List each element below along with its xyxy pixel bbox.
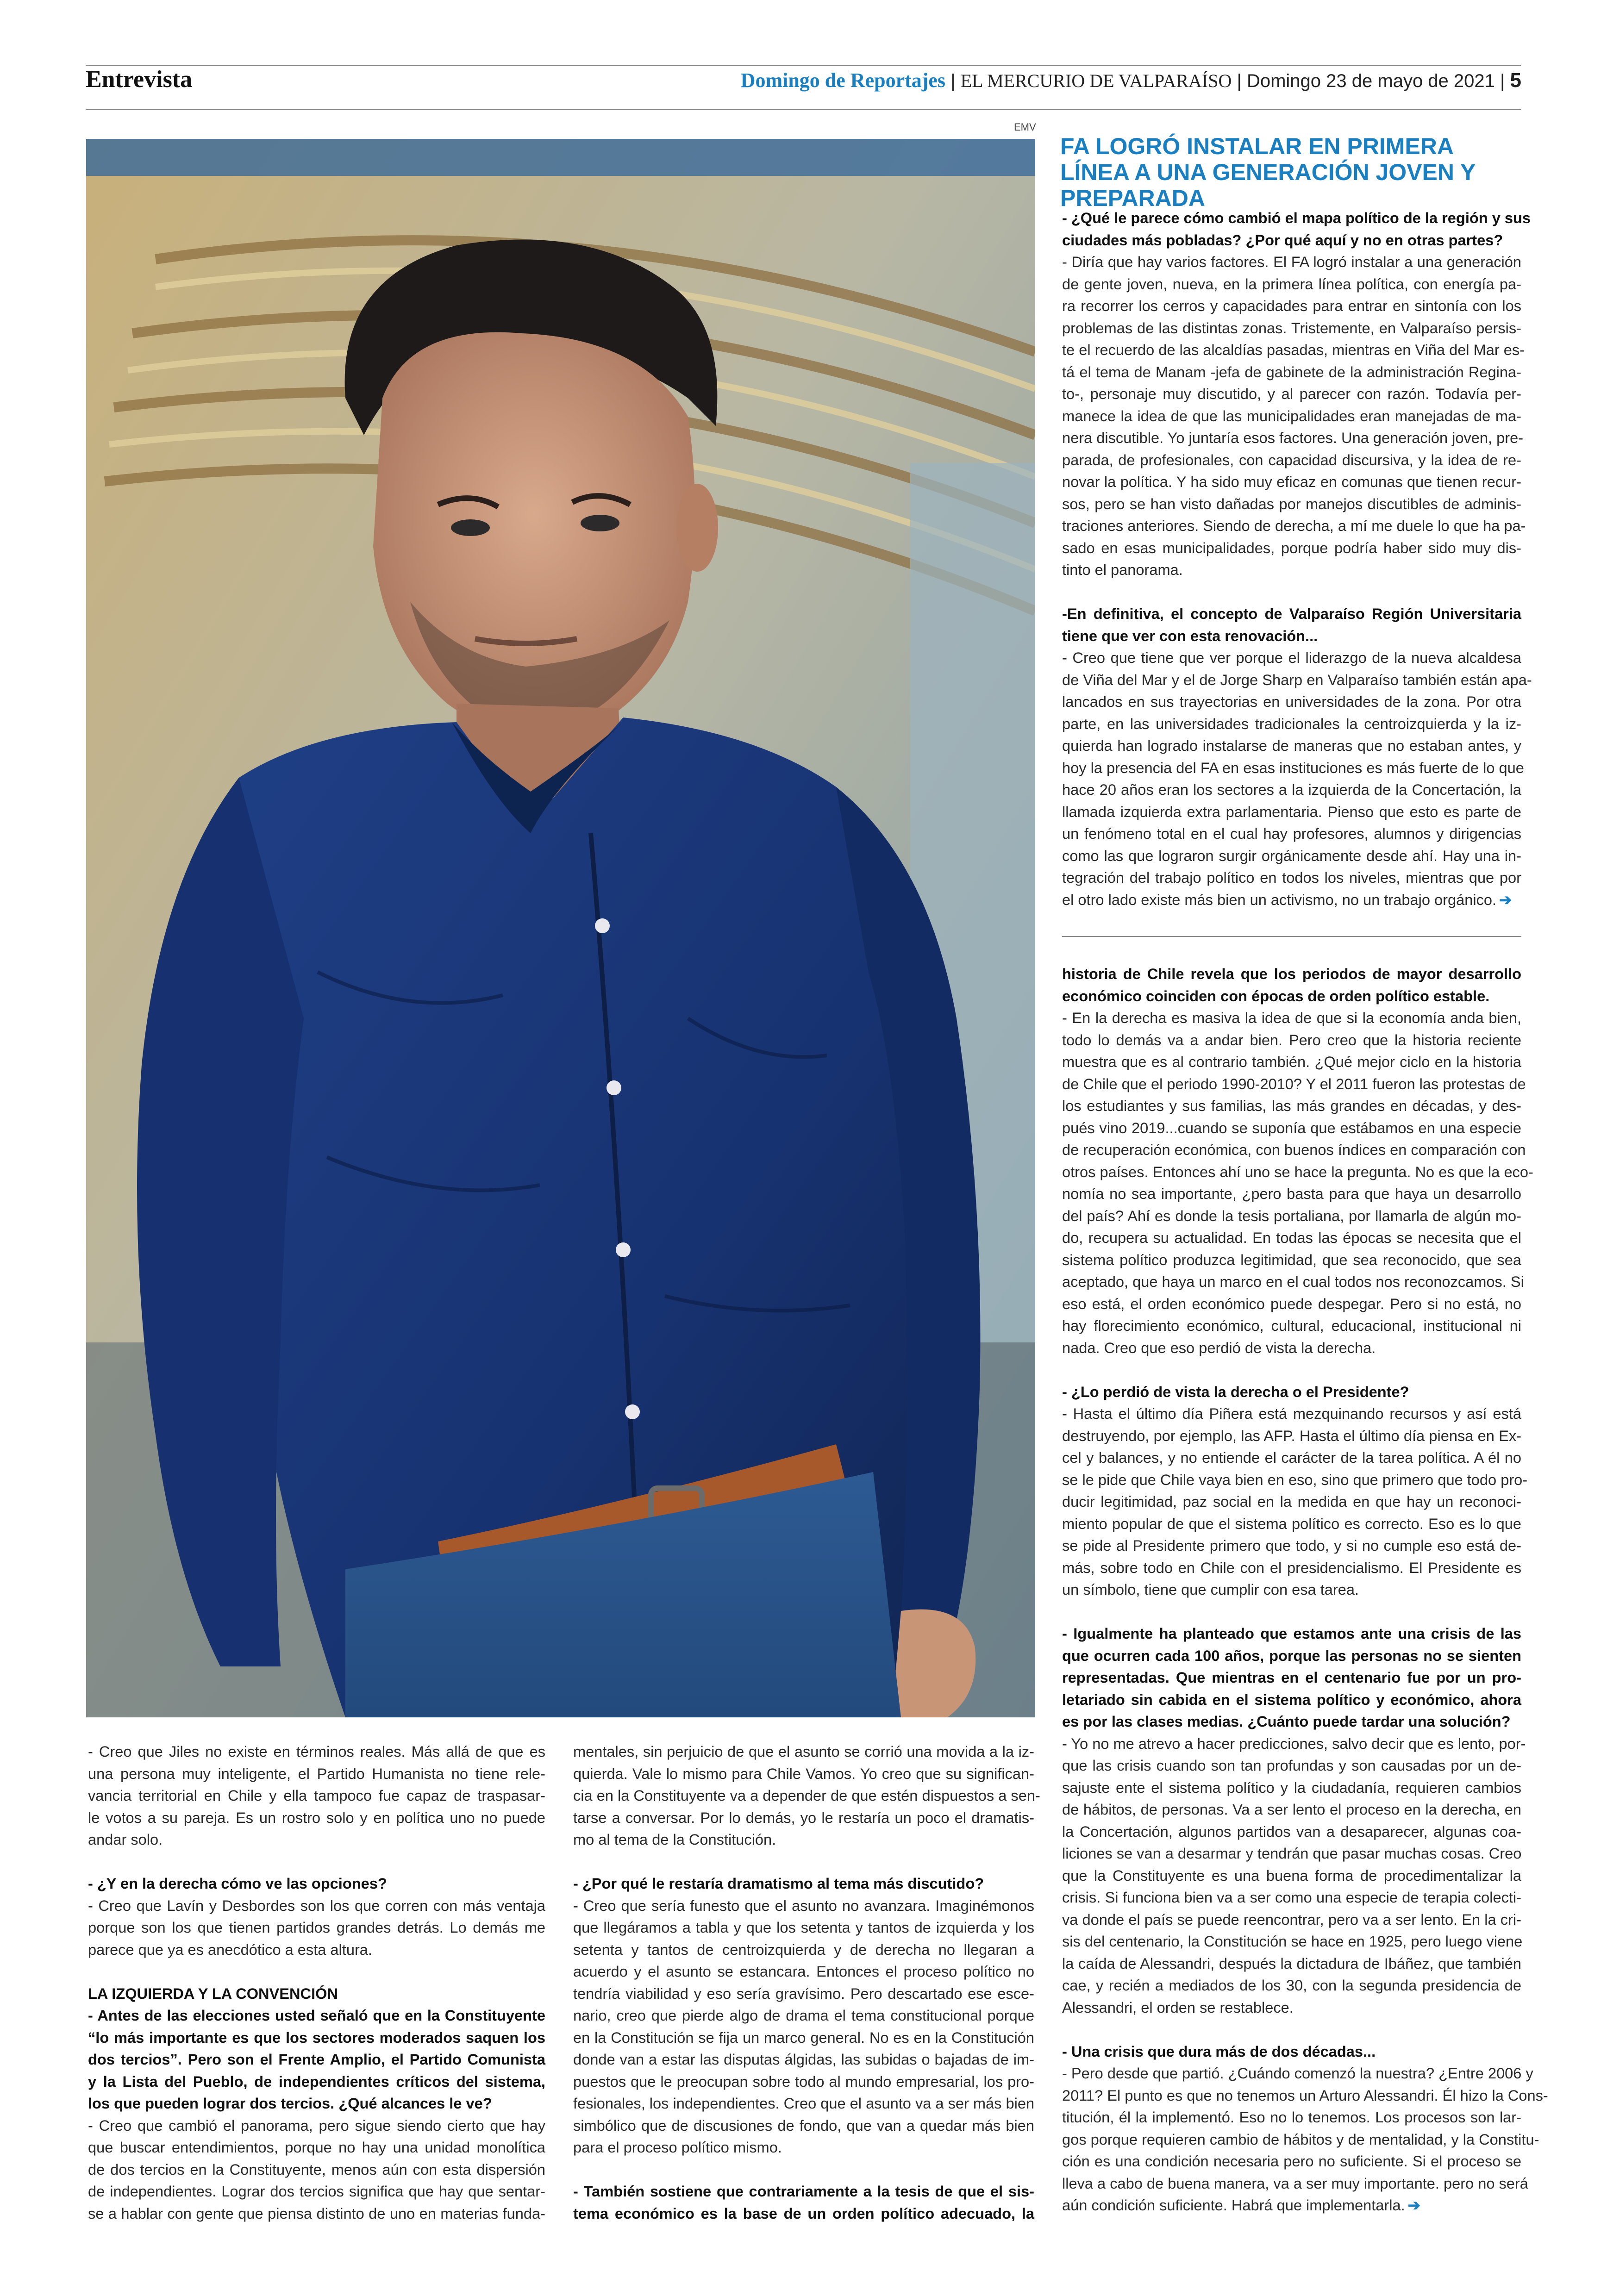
text-line-content: tegración del trabajo político en todos los niveles, mientras que por [1062,869,1521,886]
question-line [1062,963,1521,985]
text-line-content: do, recupera su actualidad. En todas las épocas se necesita que el [1062,1229,1521,1246]
text-line [1062,2106,1521,2128]
text-line-content: letariado sin cabida en el sistema político y económico, ahora [1062,1691,1521,1708]
text-line [88,1741,545,1763]
text-line-content: tarse a conversar. Por lo demás, yo le restaría un poco el dramatis- [573,1809,1034,1826]
question-line [88,1872,545,1895]
question-line [1062,229,1521,251]
text-line-content: nera discutible. Yo juntaría esos factores. Una generación joven, pre- [1062,429,1524,446]
text-line [1062,1798,1521,1821]
text-line [1062,2128,1539,2151]
text-line-content: tinto el panorama. [1062,561,1183,578]
text-line [88,1784,545,1807]
masthead-separator: | [945,71,961,91]
text-line [573,1895,1034,1917]
text-line-content: historia de Chile revela que los periodos de mayor desarrollo [1062,965,1521,982]
text-line [1062,471,1521,493]
text-line-content: ducir legitimidad, paz social en la medida en que hay un reconoci- [1062,1493,1521,1510]
text-line-content: nada. Creo que eso perdió de vista la derecha. [1062,1339,1376,1356]
text-line-content: ra recorrer los cerros y capacidades para entrar en sintonía con los [1062,297,1521,314]
question-line [88,2048,545,2071]
text-line [1062,383,1521,405]
text-line-content: parece que ya es anecdótico a esta altura. [88,1940,372,1958]
text-line-content: de hábitos, de personas. Va a ser lento el proceso en la derecha, en [1062,1801,1521,1818]
text-line [1062,1139,1526,1161]
article-column-left [88,1741,545,2224]
text-line [573,2048,1034,2071]
text-line [1062,2062,1533,2084]
text-line-content: to-, personaje muy discutido, y al parecer con razón. Todavía per- [1062,385,1521,402]
text-line-content: eso está, el orden económico puede despegar. Pero si no está, no [1062,1295,1521,1312]
portrait-photo [86,139,1035,1717]
text-line [1062,1930,1521,1953]
text-line-content: quierda han logrado instalarse de maneras que no estaban antes, y [1062,737,1521,754]
text-line-content: los que pueden lograr dos tercios. ¿Qué alcances le ve? [88,2095,492,2112]
text-line-content: tendría viabilidad y eso sería gravísimo. Pero descartado ese esce- [573,1984,1034,2002]
text-line-content: de Viña del Mar y el de Jorge Sharp en Valparaíso también están apa- [1062,671,1532,688]
text-line-content: los estudiantes y sus familias, las más grandes en décadas, y des- [1062,1097,1521,1114]
text-line-content: quierda. Vale lo mismo para Chile Vamos. Yo creo que su significan- [573,1765,1034,1782]
question-line [1062,985,1521,1007]
text-line [573,2004,1034,2027]
question-line [88,2092,545,2115]
text-line [573,1828,1034,1851]
text-line [1062,537,1521,559]
text-line [1062,1117,1521,1139]
text-line [1062,405,1521,427]
text-line [1062,1051,1521,1073]
question-line [1062,207,1531,229]
text-line-content: pués vino 2019...cuando se suponía que estábamos en una especie [1062,1119,1521,1136]
text-line-content: tema económico es la base de un orden político adecuado, la [573,2204,1034,2222]
paragraph-gap [88,1851,545,1873]
text-line-content: y la Lista del Pueblo, de independientes críticos del sistema, [88,2072,545,2090]
text-line-content: vancia territorial en Chile y ella tampoco fue capaz de traspasar- [88,1787,545,1804]
text-line-content: que ocurren cada 100 años, porque las personas no se sienten [1062,1647,1521,1664]
text-line [1062,1161,1533,1183]
text-line-content: de gente joven, nueva, en la primera línea política, con energía pa- [1062,275,1521,293]
text-line-content: hoy la presencia del FA en esas instituciones es más fuerte de lo que [1062,759,1524,776]
article-column-right-top [1062,207,1532,911]
text-line [88,2136,545,2159]
text-line-content: ción es una condición necesaria pero no suficiente. Si el proceso se [1062,2152,1521,2170]
text-line-content: del país? Ahí es donde la tesis portaliana, por llamarla de algún mo- [1062,1207,1521,1224]
paragraph-gap [1062,1601,1521,1623]
paragraph-gap [1062,1359,1521,1381]
masthead-paper: EL MERCURIO DE VALPARAÍSO [960,70,1232,91]
text-line [1062,735,1521,757]
continue-arrow-icon: ➔ [1499,891,1512,908]
text-line [1062,757,1524,779]
text-line-content: - ¿Y en la derecha cómo ve las opciones? [88,1875,387,1892]
text-line [573,1939,1034,1961]
text-line [573,1916,1034,1939]
text-line [1062,1886,1521,1909]
text-line-content: más, sobre todo en Chile con el presidencialismo. El Presidente es [1062,1559,1521,1576]
text-line [1062,317,1521,339]
text-line [1062,427,1524,449]
text-line [1062,713,1521,735]
text-line [88,1763,545,1785]
text-line [88,1939,545,1961]
text-line [573,2092,1034,2115]
question-line [573,1872,1034,1895]
text-line [1062,779,1521,801]
text-line-content: una persona muy inteligente, el Partido Humanista no tiene rele- [88,1765,545,1782]
text-line [1062,1425,1521,1447]
text-line-content: un fenómeno total en el cual hay profesores, alumnos y dirigencias [1062,825,1521,842]
text-line-content: titución, él la implementó. Eso no lo tenemos. Los procesos son lar- [1062,2109,1521,2126]
text-line [1062,845,1521,867]
text-line-content: mo al tema de la Constitución. [573,1831,776,1848]
text-line-content: fesionales, los independientes. Creo que el asunto va a ser más bien [573,2095,1035,2112]
text-line-content: se le pide que Chile vaya bien en eso, sino que primero que todo pro- [1062,1471,1528,1488]
text-line-content: la caída de Alessandri, después la dictadura de Ibáñez, que también [1062,1954,1521,1972]
question-line [573,2202,1034,2225]
text-line-content: - Pero desde que partió. ¿Cuándo comenzó la nuestra? ¿Entre 2006 y [1062,2065,1533,2082]
text-line-content: sos, pero se han visto dañadas por manejos discutibles de adminis- [1062,495,1521,512]
text-line-content: problemas de las distintas zonas. Tristemente, en Valparaíso persis- [1062,319,1521,337]
text-line [88,1895,545,1917]
text-line-content: - Yo no me atrevo a hacer predicciones, salvo decir que es lento, por- [1062,1734,1526,1752]
text-line [88,1828,545,1851]
text-line-content: miento popular de que el sistema político es correcto. Eso es lo que [1062,1515,1521,1532]
text-line [1062,1073,1526,1095]
text-line-content: 2011? El punto es que no tenemos un Arturo Alessandri. Él hizo la Cons- [1062,2086,1548,2104]
text-line [1062,1578,1521,1601]
question-line [1062,1689,1521,1711]
text-line-content: - También sostiene que contrariamente a la tesis de que el sis- [573,2183,1034,2200]
text-line-content: le votos a su pareja. Es un rostro solo y en política uno no puede [88,1809,545,1826]
question-line [1062,2040,1521,2063]
text-line-content: llamada izquierda extra parlamentaria. Pienso que esto es parte de [1062,803,1521,820]
paragraph-gap [1062,581,1521,603]
text-line-content: LA IZQUIERDA Y LA CONVENCIÓN [88,1984,338,2002]
text-line-content: para el proceso político mismo. [573,2139,782,2156]
question-line [1062,1710,1521,1733]
question-line [1062,1666,1521,1689]
text-line-content: económico coinciden con épocas de orden político estable. [1062,987,1490,1004]
text-line-content: se pide al Presidente primero que todo, y si no cumple eso está de- [1062,1537,1521,1554]
text-line-content: va donde el país se puede reencontrar, pero va a ser lento. En la cri- [1062,1910,1521,1928]
text-line [573,1807,1034,1829]
text-line [1062,1337,1521,1359]
text-line [88,2180,545,2202]
text-line-content: que buscar entendimientos, porque no hay una unidad monolítica [88,2139,545,2156]
text-line-content: de independientes. Lograr dos tercios significa que hay que sentar- [88,2183,545,2200]
question-line [88,2071,545,2093]
text-line-content: lancados en sus trayectorias en universidades de la zona. Por otra [1062,693,1521,710]
question-line [1062,625,1521,647]
masthead-separator: | [1232,71,1247,91]
text-line [573,1763,1034,1785]
text-line [573,2027,1034,2049]
continue-arrow-icon: ➔ [1407,2196,1420,2214]
text-line [1062,1513,1521,1535]
text-line [1062,2172,1528,2195]
question-line [573,2180,1034,2202]
text-line-content: andar solo. [88,1831,163,1848]
text-line-content: cia en la Constituyente va a depender de que estén dispuestos a sen- [573,1787,1040,1804]
header-rule [86,109,1521,110]
text-line-content: destruyendo, por ejemplo, las AFP. Hasta el último día piensa en Ex- [1062,1427,1521,1444]
text-line-content: tá el tema de Manam -jefa de gabinete de la administración Regina- [1062,363,1521,381]
text-line-content: el otro lado existe más bien un activismo, no un trabajo orgánico. [1062,891,1497,908]
question-line [1062,1622,1521,1645]
text-line [573,1741,1034,1763]
text-line [1062,867,1521,889]
text-line-content: lleva a cabo de buena manera, va a ser muy importante. pero no será [1062,2174,1528,2192]
text-line-content: Alessandri, el orden se restablece. [1062,1998,1294,2016]
text-line [1062,1535,1521,1557]
subhead [88,1983,545,2005]
text-line-content: aún condición suficiente. Habrá que implementarla. [1062,2196,1405,2214]
text-line-content: - En la derecha es masiva la idea de que si la economía anda bien, [1062,1009,1521,1026]
text-line-content: parte, en las universidades tradicionales la centroizquierda y la iz- [1062,715,1521,732]
article-headline: FA LOGRÓ INSTALAR EN PRIMERA LÍNEA A UNA GENERACIÓN JOVEN Y PREPARADA [1060,133,1476,211]
text-line-content: gos porque requieren cambio de hábitos y de mentalidad, y la Constitu- [1062,2130,1539,2148]
text-line [1062,1469,1528,1491]
question-line [88,2004,545,2027]
text-line [573,2071,1034,2093]
text-line [1062,1029,1521,1051]
text-line-content: que llegáramos a tabla y que los setenta y tantos de izquierda y los [573,1919,1034,1936]
text-line-content: simbólico que de discusiones de fondo, que van a quedar más bien [573,2116,1034,2134]
text-line-content: te el recuerdo de las alcaldías pasadas, mientras en Viña del Mar es- [1062,341,1525,358]
text-line-content: -En definitiva, el concepto de Valparaíso Región Universitaria [1062,605,1521,622]
text-line [1062,1095,1521,1117]
paragraph-gap [88,1960,545,1983]
text-line-content: - ¿Lo perdió de vista la derecha o el Presidente? [1062,1383,1409,1400]
text-line [1062,1249,1521,1271]
text-line-content: que la Constituyente es una buena forma de procedimentalizar la [1062,1866,1521,1884]
text-line [88,2202,545,2225]
question-line [1062,1381,1521,1403]
text-line [1062,1315,1521,1337]
text-line-content: sado en esas municipalidades, porque podría haber sido muy dis- [1062,539,1521,556]
text-line-content: - Creo que tiene que ver porque el liderazgo de la nueva alcaldesa [1062,649,1521,666]
text-line [1062,691,1521,713]
text-line [573,1960,1034,1983]
text-line [1062,2194,1521,2216]
text-line-content: - Una crisis que dura más de dos décadas... [1062,2042,1376,2060]
text-line [1062,1447,1521,1469]
text-line-content: en la Constitución se fija un marco general. No es en la Constitución [573,2028,1034,2046]
text-line-content: cel y balances, y no entiende el carácter de la tarea política. A él no [1062,1449,1521,1466]
masthead-brand: Domingo de Reportajes [740,69,946,92]
text-line-content: acuerdo y el asunto se estancara. Entonces el proceso político no [573,1963,1034,1980]
text-line [1062,1403,1521,1425]
photo-credit: EMV [1014,121,1036,133]
article-column-middle [573,1741,1040,2224]
text-line [88,1916,545,1939]
paragraph-gap [573,2159,1034,2181]
text-line-content: crisis. Si funciona bien va a ser como una especie de terapia colecti- [1062,1889,1521,1906]
text-line-content: - Creo que cambió el panorama, pero sigue siendo cierto que hay [88,2116,545,2134]
text-line [1062,339,1525,361]
text-line [1062,1227,1521,1249]
text-line [1062,1842,1521,1865]
text-line [1062,361,1521,383]
text-line [1062,1997,1521,2019]
text-line [1062,273,1521,295]
text-line-content: todo lo demás va a andar bien. Pero creo que la historia reciente [1062,1031,1521,1048]
text-line-content: un símbolo, tiene que cumplir con esa tarea. [1062,1581,1359,1598]
text-line [1062,889,1521,911]
text-line-content: nomía no sea importante, ¿pero basta para que haya un desarrollo [1062,1185,1521,1202]
text-line-content: de Chile que el periodo 1990-2010? Y el 2011 fueron las protestas de [1062,1075,1526,1092]
text-line [1062,1557,1521,1579]
text-line [1062,559,1521,581]
text-line [1062,1821,1521,1843]
text-line [1062,449,1521,471]
text-line [1062,647,1521,669]
masthead [741,69,1521,92]
text-line-content: - Diría que hay varios factores. El FA logró instalar a una generación [1062,253,1521,270]
text-line [1062,1754,1521,1777]
text-line-content: representadas. Que mientras en el centenario fue por un pro- [1062,1669,1521,1686]
text-line [1062,1865,1521,1887]
text-line [1062,1271,1524,1293]
text-line [1062,1909,1521,1931]
text-line [1062,1007,1521,1029]
text-line-content: sajuste ente el sistema político y la ciudadanía, requieren cambios [1062,1778,1521,1796]
text-line [1062,1491,1521,1513]
text-line [573,1784,1040,1807]
text-line-content: - ¿Qué le parece cómo cambió el mapa político de la región y sus [1062,209,1531,226]
text-line-content: novar la política. Y ha sido muy eficaz en comunas que tienen recur- [1062,473,1521,490]
text-line [1062,515,1526,537]
text-line-content: puestos que le preocupan sobre todo al mundo empresarial, los pro- [573,2072,1034,2090]
text-line-content: de recuperación económica, con buenos índices en comparación con [1062,1141,1526,1158]
text-line-content: como las que lograron surgir orgánicamente desde ahí. Hay una in- [1062,847,1521,864]
text-line [1062,295,1521,317]
text-line-content: - Creo que Lavín y Desbordes son los que corren con más ventaja [88,1897,545,1914]
text-line-content: es por las clases medias. ¿Cuánto puede tardar una solución? [1062,1713,1511,1730]
text-line-content: cae, y recién a mediados de los 30, con la segunda presidencia de [1062,1977,1521,1994]
text-line-content: “lo más importante es que los sectores moderados saquen los [88,2028,545,2046]
text-line [88,2159,545,2181]
text-line-content: porque son los que tienen partidos grandes detrás. Lo demás me [88,1919,545,1936]
text-line [573,1983,1034,2005]
text-line-content: - Antes de las elecciones usted señaló que en la Constituyente [88,2007,545,2024]
text-line-content: - Hasta el último día Piñera está mezquinando recursos y así está [1062,1405,1521,1422]
text-line [573,2136,1034,2159]
text-line-content: - Igualmente ha planteado que estamos ante una crisis de las [1062,1625,1521,1642]
text-line [573,2115,1034,2137]
text-line-content: parada, de profesionales, con capacidad discursiva, y la idea de re- [1062,451,1521,468]
text-line [1062,801,1521,823]
text-line-content: - Creo que Jiles no existe en términos reales. Más allá de que es [88,1743,545,1760]
text-line-content: la Concertación, algunos partidos van a desaparecer, algunas coa- [1062,1822,1521,1840]
article-column-right-bottom [1062,963,1548,2216]
text-line-content: tiene que ver con esta renovación... [1062,627,1318,644]
text-line [1062,823,1521,845]
text-line-content: traciones anteriores. Siendo de derecha, a mí me duele lo que ha pa- [1062,517,1526,534]
text-line [1062,2150,1521,2172]
text-line-content: mentales, sin perjuicio de que el asunto se corrió una movida a la iz- [573,1743,1034,1760]
text-line [1062,2084,1548,2107]
text-line-content: liciones se van a desarmar y tendrán que pasar muchas cosas. Creo [1062,1845,1522,1862]
text-line [1062,1974,1521,1997]
text-line-content: nario, creo que pierde algo de drama el tema constitucional porque [573,2007,1034,2024]
text-line-content: setenta y tantos de centroizquierda y de derecha no llegaran a [573,1940,1034,1958]
text-line [88,1807,545,1829]
text-line [1062,1733,1526,1755]
text-line-content: se a hablar con gente que piensa distinto de uno en materias funda- [88,2204,545,2222]
column-divider [1062,936,1521,937]
text-line [1062,493,1521,515]
question-line [88,2027,545,2049]
text-line [1062,1953,1521,1975]
text-line-content: hace 20 años eran los sectores a la izquierda de la Concertación, la [1062,781,1521,798]
text-line-content: manece la idea de que las municipalidades eran manejadas de ma- [1062,407,1521,424]
paragraph-gap [573,1851,1034,1873]
text-line-content: que las crisis cuando son tan profundas y son causadas por un de- [1062,1757,1521,1774]
text-line-content: - ¿Por qué le restaría dramatismo al tema más discutido? [573,1875,984,1892]
text-line-content: dos tercios”. Pero son el Frente Amplio, el Partido Comunista [88,2051,545,2068]
question-line [1062,1645,1521,1667]
text-line [1062,1205,1521,1227]
text-line-content: - Creo que sería funesto que el asunto no avanzara. Imaginémonos [573,1897,1034,1914]
text-line-content: hay florecimiento económico, cultural, educacional, institucional ni [1062,1317,1521,1334]
text-line-content: muestra que es al contrario también. ¿Qué mejor ciclo en la historia [1062,1053,1521,1070]
text-line-content: sistema político produzca legitimidad, que sea reconocido, que sea [1062,1251,1521,1268]
text-line [1062,251,1521,273]
portrait-illustration [86,139,1035,1717]
section-label: Entrevista [86,66,193,93]
masthead-date: Domingo 23 de mayo de 2021 [1246,71,1495,91]
text-line-content: ciudades más pobladas? ¿Por qué aquí y no en otras partes? [1062,231,1503,249]
text-line-content: aceptado, que haya un marco en el cual todos nos reconozcamos. Si [1062,1273,1524,1290]
paragraph-gap [1062,2018,1521,2040]
top-rule [86,65,1521,66]
question-line [1062,603,1521,625]
text-line-content: donde van a estar las disputas álgidas, las subidas o bajadas de im- [573,2051,1034,2068]
text-line [1062,1183,1521,1205]
text-line-content: sis del centenario, la Constitución se hace en 1925, pero luego viene [1062,1933,1523,1950]
text-line-content: de dos tercios en la Constituyente, menos aún con esta dispersión [88,2160,545,2178]
text-line-content: otros países. Entonces ahí uno se hace la pregunta. No es que la eco- [1062,1163,1533,1180]
text-line [1062,669,1532,691]
masthead-separator: | [1494,71,1510,91]
text-line [1062,1293,1521,1315]
page-number: 5 [1510,69,1521,92]
text-line [88,2115,545,2137]
text-line [1062,1777,1521,1799]
